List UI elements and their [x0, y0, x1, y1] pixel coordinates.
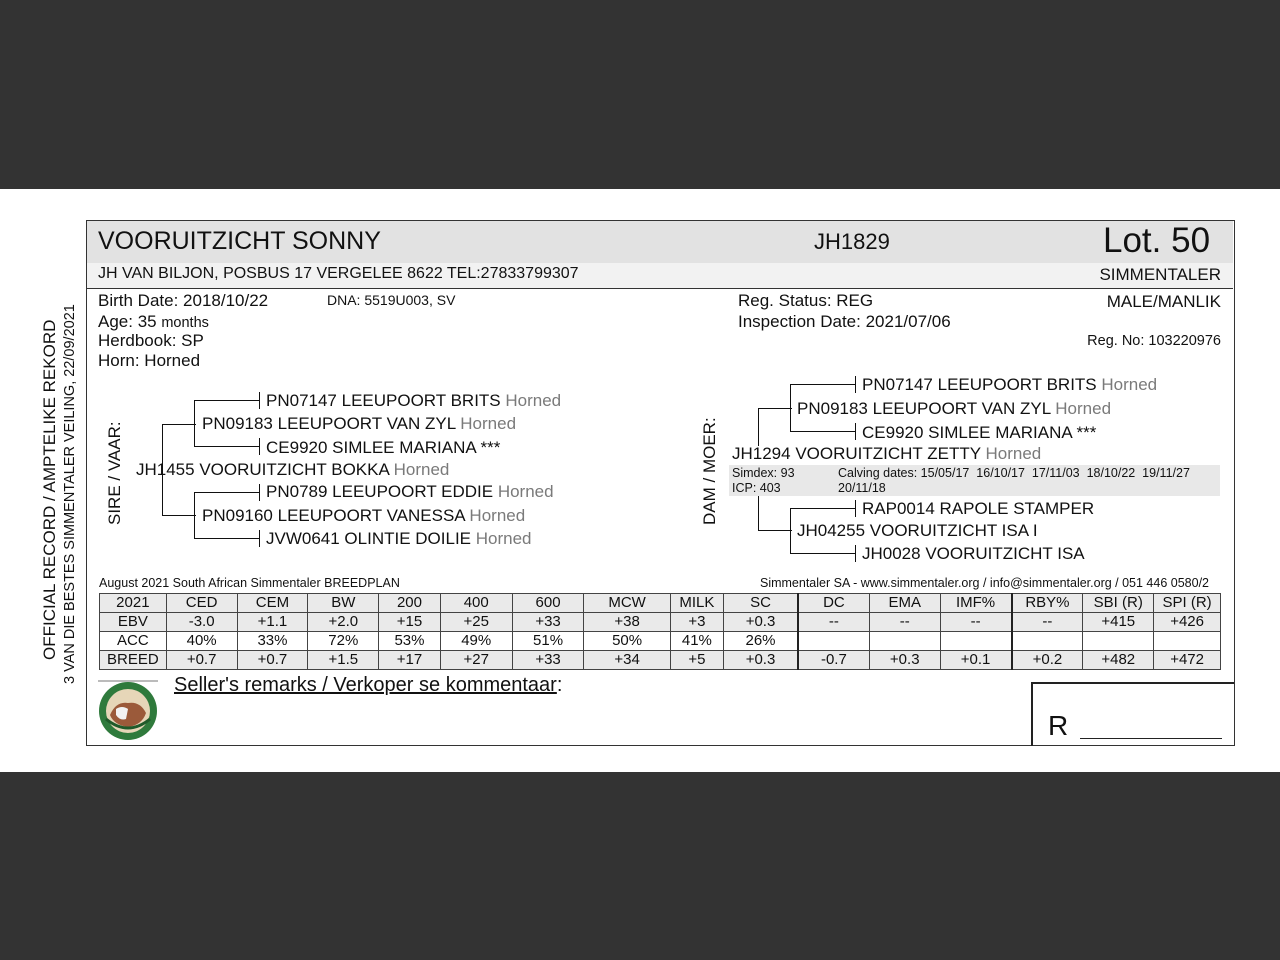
- pedigree-name: PN0789 LEEUPOORT EDDIE: [266, 482, 494, 501]
- table-header: DC: [798, 594, 869, 613]
- horn-label: Horned: [475, 529, 532, 548]
- table-cell: 41%: [670, 632, 723, 651]
- dam-connector: [790, 431, 856, 432]
- pedigree-dd: [797, 521, 1038, 541]
- price-box-left: [1031, 682, 1033, 746]
- table-cell: -3.0: [166, 613, 237, 632]
- table-cell: +0.3: [869, 651, 940, 670]
- table-cell: --: [798, 613, 869, 632]
- pedigree-ssd: [266, 438, 500, 458]
- auction-name-label: 3 VAN DIE BESTES SIMMENTALER VEILING, 22/09/2021: [62, 304, 78, 684]
- sire-label: SIRE / VAAR:: [105, 421, 124, 525]
- table-cell: +0.7: [237, 651, 308, 670]
- table-cell: +33: [512, 613, 584, 632]
- table-cell: 50%: [584, 632, 670, 651]
- table-header: EMA: [869, 594, 940, 613]
- pedigree-name: JVW0641 OLINTIE DOILIE: [266, 529, 472, 548]
- table-header: 600: [512, 594, 584, 613]
- horn-label: Horned: [469, 506, 526, 525]
- table-cell: +472: [1154, 651, 1221, 670]
- table-row: [100, 651, 1221, 670]
- table-cell: 33%: [237, 632, 308, 651]
- table-cell: +0.1: [940, 651, 1011, 670]
- table-cell: +38: [584, 613, 670, 632]
- sire-connector: [259, 530, 260, 547]
- dam-connector: [855, 500, 856, 517]
- table-cell: [940, 632, 1011, 651]
- horn-label: Horned: [1101, 375, 1158, 394]
- sire-connector: [259, 392, 260, 409]
- table-cell: -0.7: [798, 651, 869, 670]
- animal-id: JH1829: [814, 229, 890, 254]
- table-cell: --: [1012, 613, 1083, 632]
- calving-dates: Calving dates: 15/05/17 16/10/17 17/11/03 18/10/22 19/11/27: [838, 466, 1190, 480]
- birth-date: Birth Date: 2018/10/22: [98, 291, 269, 310]
- pedigree-name: RAP0014 RAPOLE STAMPER: [862, 499, 1095, 518]
- table-cell: +1.5: [308, 651, 379, 670]
- table-row: [100, 613, 1221, 632]
- dna-info: DNA: 5519U003, SV: [327, 292, 456, 308]
- seller-remarks-label: [174, 674, 562, 697]
- table-cell: +1.1: [237, 613, 308, 632]
- horn-label: Horned: [1055, 399, 1112, 418]
- age: [98, 312, 209, 332]
- pedigree-name: CE9920 SIMLEE MARIANA ***: [266, 438, 501, 457]
- breedplan-contact: Simmentaler SA - www.simmentaler.org / info@simmentaler.org / 051 446 0580/2: [759, 576, 1209, 590]
- horn-label: Horned: [460, 414, 517, 433]
- table-header: 400: [440, 594, 512, 613]
- table-cell: +0.3: [724, 613, 798, 632]
- official-record-label: OFFICIAL RECORD / AMPTELIKE REKORD: [40, 319, 59, 660]
- sire-connector: [162, 424, 196, 425]
- table-cell: +34: [584, 651, 670, 670]
- table-cell: [1154, 632, 1221, 651]
- remarks-colon: :: [556, 674, 563, 696]
- table-header: SPI (R): [1154, 594, 1221, 613]
- table-cell: +3: [670, 613, 723, 632]
- simmentaler-logo-icon: [96, 679, 160, 741]
- sire-connector: [259, 438, 260, 455]
- lot-number: Lot. 50: [1103, 221, 1211, 260]
- price-symbol: R: [1048, 710, 1069, 741]
- table-cell: +0.3: [724, 651, 798, 670]
- dam-connector: [855, 545, 856, 562]
- table-cell: [798, 632, 869, 651]
- table-cell: 40%: [166, 632, 237, 651]
- age-unit: months: [161, 315, 209, 331]
- breedplan-source: August 2021 South African Simmentaler BREEDPLAN: [99, 576, 400, 590]
- price-input[interactable]: [1080, 738, 1222, 739]
- table-cell: +27: [440, 651, 512, 670]
- dam-connector: [758, 530, 792, 531]
- table-cell: +33: [512, 651, 584, 670]
- table-header: IMF%: [940, 594, 1011, 613]
- owner-info: JH VAN BILJON, POSBUS 17 VERGELEE 8622 TEL:27833799307: [98, 265, 579, 282]
- pedigree-name: JH04255 VOORUITZICHT ISA I: [797, 521, 1038, 540]
- table-cell: BREED: [100, 651, 167, 670]
- pedigree-dam: [732, 444, 1041, 464]
- pedigree-sd: [202, 506, 525, 526]
- sire-connector: [194, 492, 195, 538]
- sire-connector: [194, 400, 195, 446]
- dam-connector: [758, 408, 792, 409]
- sire-connector: [259, 484, 260, 501]
- animal-name: VOORUITZICHT SONNY: [98, 227, 381, 255]
- breedplan-table: [99, 593, 1221, 670]
- pedigree-name: PN09183 LEEUPOORT VAN ZYL: [797, 399, 1051, 418]
- dam-connector: [855, 423, 856, 440]
- dam-connector: [790, 384, 791, 432]
- breed-name: SIMMENTALER: [1099, 265, 1221, 284]
- age-value: Age: 35: [98, 312, 157, 331]
- table-row: [100, 632, 1221, 651]
- pedigree-name: PN09183 LEEUPOORT VAN ZYL: [202, 414, 456, 433]
- pedigree-name: JH1294 VOORUITZICHT ZETTY: [732, 444, 981, 463]
- table-cell: +482: [1083, 651, 1154, 670]
- table-header: 200: [379, 594, 441, 613]
- sire-connector: [194, 400, 260, 401]
- table-header-row: [100, 594, 1221, 613]
- table-cell: ACC: [100, 632, 167, 651]
- pedigree-dds: [862, 499, 1094, 519]
- pedigree-name: JH0028 VOORUITZICHT ISA: [862, 544, 1085, 563]
- table-cell: 49%: [440, 632, 512, 651]
- sire-connector: [194, 538, 260, 539]
- table-cell: [1012, 632, 1083, 651]
- table-cell: +15: [379, 613, 441, 632]
- table-cell: EBV: [100, 613, 167, 632]
- table-header: CED: [166, 594, 237, 613]
- price-box-top: [1031, 682, 1234, 684]
- table-cell: +25: [440, 613, 512, 632]
- dam-connector: [790, 508, 791, 553]
- icp: ICP: 403: [732, 481, 781, 495]
- pedigree-dss: [862, 375, 1157, 395]
- pedigree-sire: [136, 460, 449, 480]
- pedigree-name: CE9920 SIMLEE MARIANA ***: [862, 423, 1097, 442]
- pedigree-ddd: [862, 544, 1085, 564]
- table-cell: +0.2: [1012, 651, 1083, 670]
- table-cell: +0.7: [166, 651, 237, 670]
- horn-label: Horned: [497, 482, 554, 501]
- inspection-date: Inspection Date: 2021/07/06: [738, 312, 951, 331]
- horn-label: Horned: [505, 391, 562, 410]
- dam-connector: [758, 496, 759, 530]
- table-cell: +415: [1083, 613, 1154, 632]
- pedigree-name: PN07147 LEEUPOORT BRITS: [266, 391, 501, 410]
- pedigree-ss: [202, 414, 516, 434]
- table-cell: 53%: [379, 632, 441, 651]
- table-header: SBI (R): [1083, 594, 1154, 613]
- pedigree-ds: [797, 399, 1111, 419]
- horn-status: Horn: Horned: [98, 351, 201, 370]
- table-header: MCW: [584, 594, 670, 613]
- calving-dates-cont: 20/11/18: [838, 481, 886, 495]
- reg-number: Reg. No: 103220976: [1087, 333, 1221, 349]
- horn-label: Horned: [985, 444, 1042, 463]
- table-cell: +17: [379, 651, 441, 670]
- pedigree-sdd: [266, 529, 532, 549]
- table-cell: 26%: [724, 632, 798, 651]
- simdex: Simdex: 93: [732, 466, 795, 480]
- dam-label: DAM / MOER:: [700, 417, 719, 525]
- sire-connector: [162, 515, 196, 516]
- dam-connector: [790, 508, 856, 509]
- dam-connector: [790, 384, 856, 385]
- pedigree-name: PN09160 LEEUPOORT VANESSA: [202, 506, 465, 525]
- table-header: MILK: [670, 594, 723, 613]
- pedigree-sss: [266, 391, 561, 411]
- table-cell: [1083, 632, 1154, 651]
- table-cell: +5: [670, 651, 723, 670]
- table-header: CEM: [237, 594, 308, 613]
- table-cell: --: [940, 613, 1011, 632]
- dam-connector: [758, 408, 759, 446]
- pedigree-sds: [266, 482, 554, 502]
- table-cell: --: [869, 613, 940, 632]
- table-header: BW: [308, 594, 379, 613]
- sex: MALE/MANLIK: [1106, 292, 1221, 311]
- table-cell: 72%: [308, 632, 379, 651]
- dam-connector: [855, 376, 856, 393]
- herdbook: Herdbook: SP: [98, 331, 204, 350]
- table-cell: +426: [1154, 613, 1221, 632]
- sire-connector: [194, 492, 260, 493]
- table-cell: +2.0: [308, 613, 379, 632]
- table-header: 2021: [100, 594, 167, 613]
- reg-status: Reg. Status: REG: [738, 291, 874, 310]
- dam-connector: [790, 553, 856, 554]
- pedigree-dsd: [862, 423, 1096, 443]
- horn-label: Horned: [393, 460, 450, 479]
- pedigree-name: PN07147 LEEUPOORT BRITS: [862, 375, 1097, 394]
- table-header: RBY%: [1012, 594, 1083, 613]
- table-header: SC: [724, 594, 798, 613]
- pedigree-name: JH1455 VOORUITZICHT BOKKA: [136, 460, 389, 479]
- remarks-text: Seller's remarks / Verkoper se kommentaar: [174, 674, 557, 696]
- table-cell: [869, 632, 940, 651]
- sire-connector: [194, 446, 260, 447]
- table-cell: 51%: [512, 632, 584, 651]
